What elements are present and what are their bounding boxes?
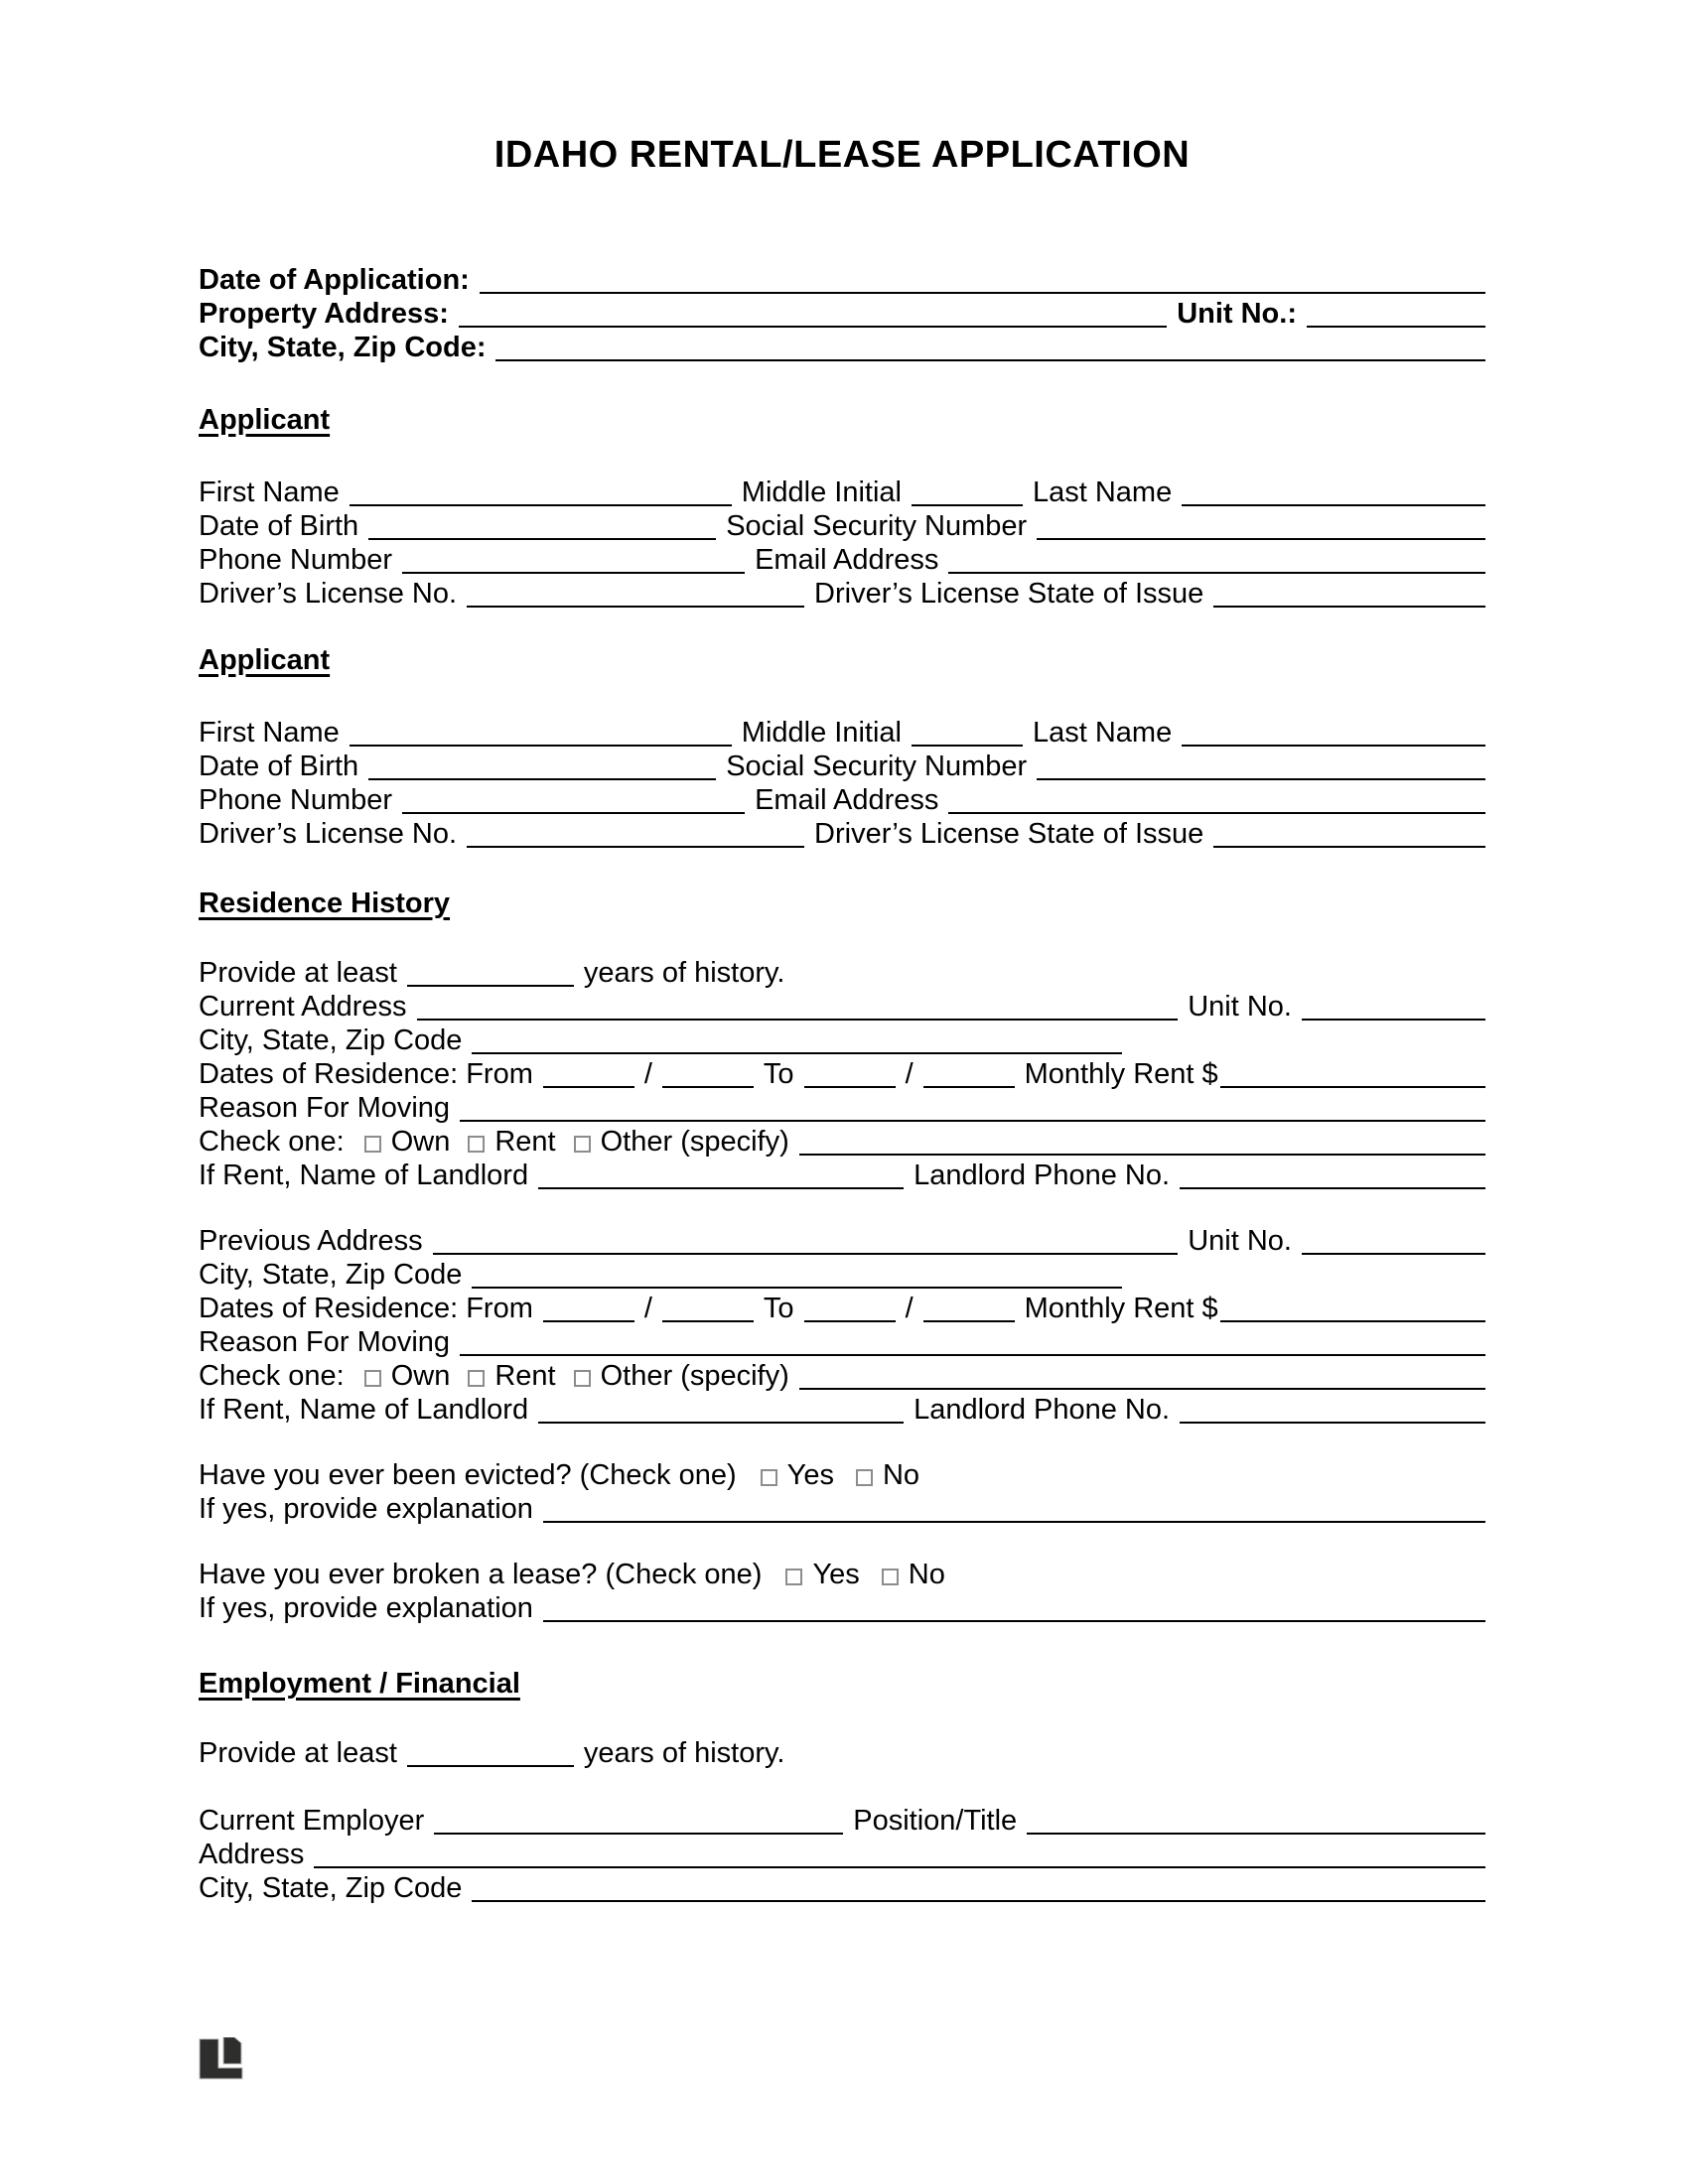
current-to-year-field[interactable] — [923, 1086, 1015, 1088]
current-city-field[interactable] — [472, 1052, 1122, 1054]
yes-label: Yes — [786, 1459, 834, 1491]
residence-history-section — [199, 887, 1485, 1626]
previous-dates-line — [199, 1293, 1485, 1326]
ssn-label: Social Security Number — [726, 510, 1028, 542]
date-of-application-field[interactable] — [480, 292, 1485, 294]
residence-provide-line — [199, 957, 1485, 991]
previous-city-field[interactable] — [472, 1287, 1122, 1289]
applicant-1-email-field[interactable] — [948, 572, 1485, 574]
check-one-label: Check one: — [199, 1360, 345, 1392]
applicant-2-dob-line — [199, 751, 1485, 784]
employer-address-line — [199, 1839, 1485, 1872]
reason-for-moving-label: Reason For Moving — [199, 1092, 451, 1124]
if-yes-explanation-label: If yes, provide explanation — [199, 1493, 533, 1525]
property-address-line — [199, 298, 1485, 332]
last-name-label: Last Name — [1032, 717, 1173, 749]
first-name-label: First Name — [199, 717, 340, 749]
dates-of-residence-label: Dates of Residence: From — [199, 1293, 533, 1324]
unit-no-field[interactable] — [1307, 326, 1485, 328]
dob-label: Date of Birth — [199, 510, 359, 542]
current-reason-field[interactable] — [460, 1120, 1485, 1122]
landlord-phone-label: Landlord Phone No. — [914, 1160, 1171, 1191]
previous-rent-checkbox[interactable] — [468, 1370, 485, 1387]
landlord-phone-label: Landlord Phone No. — [914, 1394, 1171, 1426]
rent-label: Rent — [494, 1360, 556, 1392]
previous-own-checkbox[interactable] — [364, 1370, 381, 1387]
employment-heading-line — [199, 1668, 1485, 1702]
applicant-2-middle-initial-field[interactable] — [912, 745, 1023, 747]
applicant-2-ssn-field[interactable] — [1037, 778, 1485, 780]
applicant-1-phone-field[interactable] — [402, 572, 745, 574]
employment-years-field[interactable] — [407, 1765, 574, 1767]
evicted-no-checkbox[interactable] — [856, 1469, 873, 1486]
current-landlord-phone-field[interactable] — [1180, 1187, 1485, 1189]
license-no-label: Driver’s License No. — [199, 578, 458, 610]
applicant-1-license-line — [199, 578, 1485, 612]
position-title-field[interactable] — [1027, 1833, 1485, 1835]
last-name-label: Last Name — [1032, 477, 1173, 508]
applicant-1-license-no-field[interactable] — [467, 606, 804, 608]
dates-of-residence-label: Dates of Residence: From — [199, 1058, 533, 1090]
applicant-1-dob-field[interactable] — [368, 538, 716, 540]
rent-label: Rent — [494, 1126, 556, 1158]
applicant-2-first-name-field[interactable] — [350, 745, 732, 747]
current-check-one-line — [199, 1126, 1485, 1160]
legal-templates-logo-icon — [199, 2037, 244, 2081]
evicted-yes-checkbox[interactable] — [761, 1469, 777, 1486]
evicted-question-line — [199, 1459, 1485, 1493]
applicant-2-heading: Applicant — [199, 644, 331, 676]
employer-city-field[interactable] — [472, 1900, 1485, 1902]
previous-reason-line — [199, 1326, 1485, 1360]
previous-reason-field[interactable] — [460, 1354, 1485, 1356]
applicant-1-license-state-field[interactable] — [1213, 606, 1485, 608]
current-from-year-field[interactable] — [662, 1086, 754, 1088]
employment-provide-line — [199, 1737, 1485, 1771]
employment-heading: Employment / Financial — [199, 1668, 520, 1700]
applicant-2-name-line — [199, 717, 1485, 751]
applicant-1-last-name-field[interactable] — [1182, 504, 1485, 506]
header-section — [199, 264, 1485, 365]
date-of-application-line — [199, 264, 1485, 298]
current-address-line — [199, 991, 1485, 1024]
previous-monthly-rent-field[interactable] — [1220, 1320, 1485, 1322]
applicant-1-phone-line — [199, 544, 1485, 578]
previous-city-line — [199, 1259, 1485, 1293]
applicant-2-license-line — [199, 818, 1485, 852]
broken-lease-explanation-line — [199, 1592, 1485, 1626]
monthly-rent-label: Monthly Rent $ — [1024, 1058, 1218, 1090]
applicant-2-last-name-field[interactable] — [1182, 745, 1485, 747]
applicant-1-section — [199, 404, 1485, 612]
slash-separator: / — [643, 1293, 652, 1324]
evicted-explanation-line — [199, 1493, 1485, 1527]
applicant-1-name-line — [199, 477, 1485, 510]
current-landlord-line — [199, 1160, 1485, 1193]
current-own-checkbox[interactable] — [364, 1136, 381, 1153]
provide-prefix-label: Provide at least — [199, 1737, 397, 1769]
previous-address-label: Previous Address — [199, 1225, 423, 1257]
phone-label: Phone Number — [199, 784, 393, 816]
no-label: No — [882, 1459, 920, 1491]
current-employer-label: Current Employer — [199, 1805, 425, 1837]
dob-label: Date of Birth — [199, 751, 359, 782]
slash-separator: / — [905, 1058, 914, 1090]
current-city-line — [199, 1024, 1485, 1058]
current-address-field[interactable] — [417, 1019, 1179, 1021]
applicant-2-license-state-field[interactable] — [1213, 846, 1485, 848]
yes-label: Yes — [812, 1559, 860, 1590]
current-landlord-name-field[interactable] — [538, 1187, 904, 1189]
current-to-month-field[interactable] — [804, 1086, 896, 1088]
middle-initial-label: Middle Initial — [741, 477, 902, 508]
current-address-label: Current Address — [199, 991, 407, 1023]
broken-lease-yes-checkbox[interactable] — [785, 1569, 802, 1585]
email-label: Email Address — [755, 784, 939, 816]
previous-check-one-line — [199, 1360, 1485, 1394]
evicted-question-label: Have you ever been evicted? (Check one) — [199, 1459, 737, 1491]
provide-suffix-label: years of history. — [583, 1737, 785, 1769]
applicant-1-first-name-field[interactable] — [350, 504, 732, 506]
unit-no-label: Unit No.: — [1177, 298, 1297, 330]
residence-heading-line — [199, 887, 1485, 921]
current-employer-field[interactable] — [434, 1833, 843, 1835]
previous-other-checkbox[interactable] — [574, 1370, 591, 1387]
previous-to-month-field[interactable] — [804, 1320, 896, 1322]
applicant-2-email-field[interactable] — [948, 812, 1485, 814]
check-one-label: Check one: — [199, 1126, 345, 1158]
employer-city-line — [199, 1872, 1485, 1906]
broken-lease-explanation-field[interactable] — [543, 1620, 1485, 1622]
broken-lease-question-line — [199, 1559, 1485, 1592]
other-specify-label: Other (specify) — [600, 1126, 789, 1158]
phone-label: Phone Number — [199, 544, 393, 576]
current-unit-field[interactable] — [1302, 1019, 1485, 1021]
previous-address-line — [199, 1225, 1485, 1259]
current-other-checkbox[interactable] — [574, 1136, 591, 1153]
own-label: Own — [390, 1126, 451, 1158]
first-name-label: First Name — [199, 477, 340, 508]
applicant-1-ssn-field[interactable] — [1037, 538, 1485, 540]
previous-landlord-line — [199, 1394, 1485, 1428]
previous-address-field[interactable] — [433, 1253, 1179, 1255]
current-monthly-rent-field[interactable] — [1220, 1086, 1485, 1088]
if-rent-landlord-label: If Rent, Name of Landlord — [199, 1160, 529, 1191]
previous-from-month-field[interactable] — [543, 1320, 634, 1322]
own-label: Own — [390, 1360, 451, 1392]
if-rent-landlord-label: If Rent, Name of Landlord — [199, 1394, 529, 1426]
current-unit-label: Unit No. — [1188, 991, 1292, 1023]
applicant-2-dob-field[interactable] — [368, 778, 716, 780]
other-specify-label: Other (specify) — [600, 1360, 789, 1392]
slash-separator: / — [905, 1293, 914, 1324]
city-state-zip-label: City, State, Zip Code: — [199, 332, 487, 363]
license-no-label: Driver’s License No. — [199, 818, 458, 850]
employer-address-label: Address — [199, 1839, 305, 1870]
previous-from-year-field[interactable] — [662, 1320, 754, 1322]
previous-landlord-name-field[interactable] — [538, 1422, 904, 1424]
residence-heading: Residence History — [199, 887, 451, 919]
middle-initial-label: Middle Initial — [741, 717, 902, 749]
applicant-1-heading: Applicant — [199, 404, 331, 436]
current-reason-line — [199, 1092, 1485, 1126]
applicant-2-heading-line — [199, 644, 1485, 678]
email-label: Email Address — [755, 544, 939, 576]
no-label: No — [908, 1559, 945, 1590]
current-rent-checkbox[interactable] — [468, 1136, 485, 1153]
applicant-2-section — [199, 644, 1485, 852]
property-address-field[interactable] — [459, 326, 1167, 328]
to-label: To — [763, 1058, 794, 1090]
previous-unit-label: Unit No. — [1188, 1225, 1292, 1257]
page-title: IDAHO RENTAL/LEASE APPLICATION — [493, 134, 1191, 176]
employer-city-label: City, State, Zip Code — [199, 1872, 463, 1904]
current-city-label: City, State, Zip Code — [199, 1024, 463, 1056]
applicant-2-license-no-field[interactable] — [467, 846, 804, 848]
applicant-1-dob-line — [199, 510, 1485, 544]
applicant-2-phone-field[interactable] — [402, 812, 745, 814]
previous-city-label: City, State, Zip Code — [199, 1259, 463, 1291]
reason-for-moving-label: Reason For Moving — [199, 1326, 451, 1358]
applicant-2-phone-line — [199, 784, 1485, 818]
previous-other-specify-field[interactable] — [799, 1388, 1485, 1390]
previous-to-year-field[interactable] — [923, 1320, 1015, 1322]
evicted-explanation-field[interactable] — [543, 1521, 1485, 1523]
previous-unit-field[interactable] — [1302, 1253, 1485, 1255]
current-employer-line — [199, 1805, 1485, 1839]
property-address-label: Property Address: — [199, 298, 449, 330]
license-state-label: Driver’s License State of Issue — [814, 818, 1204, 850]
current-other-specify-field[interactable] — [799, 1154, 1485, 1156]
applicant-1-middle-initial-field[interactable] — [912, 504, 1023, 506]
provide-prefix-label: Provide at least — [199, 957, 397, 989]
city-state-zip-line — [199, 332, 1485, 365]
date-of-application-label: Date of Application: — [199, 264, 470, 296]
city-state-zip-field[interactable] — [495, 359, 1485, 361]
previous-landlord-phone-field[interactable] — [1180, 1422, 1485, 1424]
license-state-label: Driver’s License State of Issue — [814, 578, 1204, 610]
legal-templates-logo — [199, 2037, 244, 2081]
current-from-month-field[interactable] — [543, 1086, 634, 1088]
employer-address-field[interactable] — [314, 1866, 1485, 1868]
ssn-label: Social Security Number — [726, 751, 1028, 782]
if-yes-explanation-label: If yes, provide explanation — [199, 1592, 533, 1624]
residence-years-field[interactable] — [407, 985, 574, 987]
slash-separator: / — [643, 1058, 652, 1090]
position-title-label: Position/Title — [853, 1805, 1018, 1837]
to-label: To — [763, 1293, 794, 1324]
employment-financial-section — [199, 1668, 1485, 1906]
monthly-rent-label: Monthly Rent $ — [1024, 1293, 1218, 1324]
broken-lease-question-label: Have you ever broken a lease? (Check one) — [199, 1559, 763, 1590]
broken-lease-no-checkbox[interactable] — [882, 1569, 899, 1585]
current-dates-line — [199, 1058, 1485, 1092]
provide-suffix-label: years of history. — [583, 957, 785, 989]
applicant-1-heading-line — [199, 404, 1485, 438]
